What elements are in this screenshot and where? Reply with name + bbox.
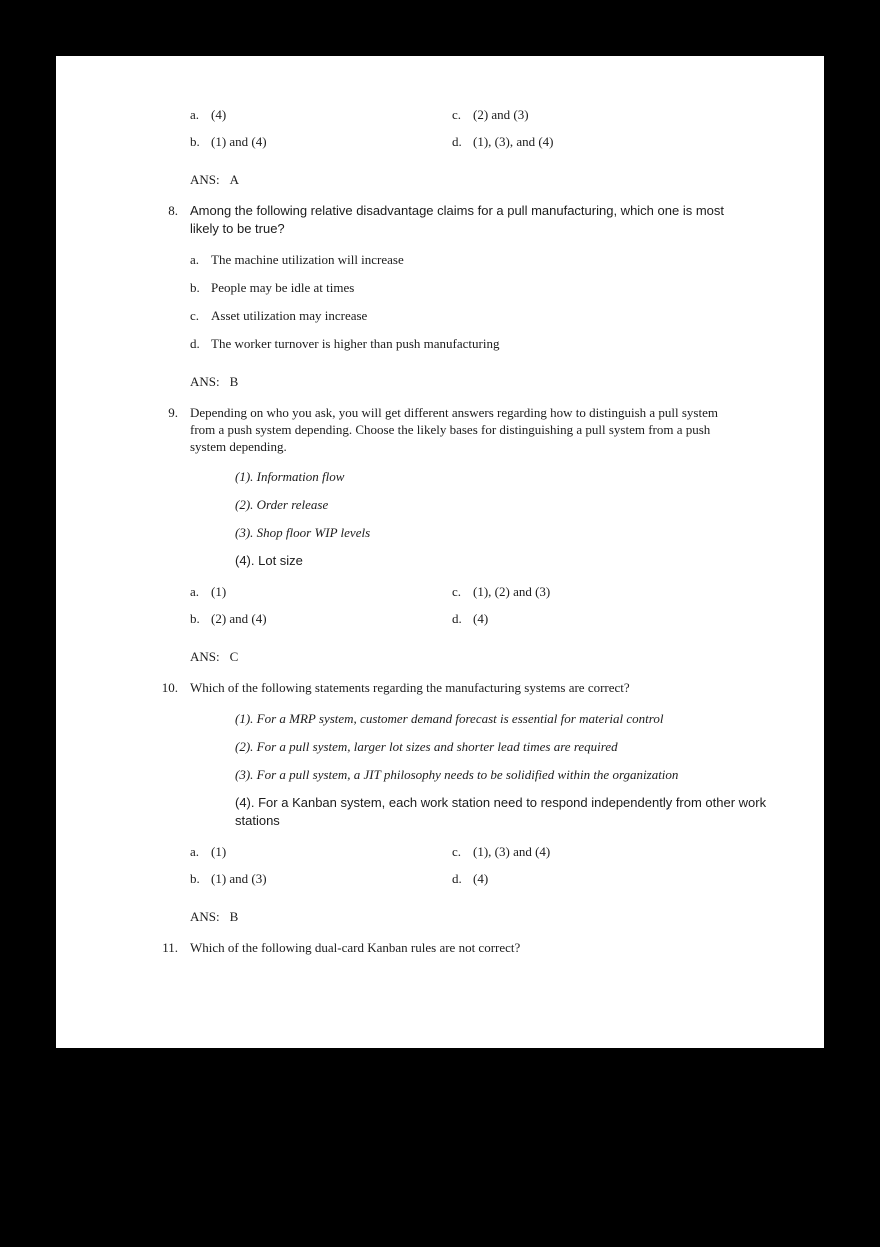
answer-line — [190, 648, 784, 666]
option-d — [190, 335, 784, 353]
option-a — [190, 251, 784, 269]
numbered-item: (4). Lot size — [235, 553, 303, 568]
option-text: (1) and (3) — [211, 871, 267, 886]
option-b — [190, 133, 452, 151]
option-letter: c. — [452, 584, 462, 599]
option-b — [190, 870, 452, 888]
answer-value: C — [229, 649, 239, 664]
option-a — [190, 843, 452, 861]
option-d — [452, 870, 488, 888]
question-10 — [56, 679, 784, 697]
numbered-item: (1). Information flow — [235, 469, 345, 484]
option-d — [452, 133, 554, 151]
answer-label: ANS: — [190, 909, 220, 924]
answer-label: ANS: — [190, 374, 220, 389]
option-text: (1) — [211, 844, 227, 859]
option-letter: b. — [190, 280, 200, 295]
option-text: People may be idle at times — [211, 280, 355, 295]
option-c — [452, 843, 550, 861]
option-text: (1), (2) and (3) — [473, 584, 551, 599]
option-c — [190, 307, 784, 325]
option-letter: d. — [452, 134, 462, 149]
question-number: 9. — [168, 405, 178, 420]
option-row — [190, 106, 784, 124]
question-stem: Which of the following dual-card Kanban rules are not correct? — [190, 940, 521, 955]
option-row — [190, 583, 784, 601]
numbered-item: (3). Shop floor WIP levels — [235, 525, 371, 540]
numbered-item: (4). For a Kanban system, each work station need to respond independently from other work stations — [235, 795, 767, 828]
answer-line — [190, 373, 784, 391]
question-number: 8. — [168, 203, 178, 218]
option-letter: a. — [190, 844, 200, 859]
option-row — [190, 843, 784, 861]
option-text: (4) — [211, 107, 227, 122]
option-text: (2) and (4) — [211, 611, 267, 626]
answer-value: B — [229, 374, 239, 389]
option-text: The worker turnover is higher than push manufacturing — [211, 336, 500, 351]
answer-line — [190, 171, 784, 189]
answer-label: ANS: — [190, 649, 220, 664]
question-10-items — [235, 710, 783, 830]
option-a — [190, 583, 452, 601]
answer-value: A — [229, 172, 240, 187]
option-b — [190, 279, 784, 297]
document-content — [56, 56, 824, 957]
numbered-item: (2). For a pull system, larger lot sizes and shorter lead times are required — [235, 739, 618, 754]
option-letter: c. — [452, 844, 462, 859]
option-letter: c. — [190, 308, 200, 323]
option-text: (1) and (4) — [211, 134, 267, 149]
option-text: The machine utilization will increase — [211, 252, 404, 267]
option-letter: d. — [452, 611, 462, 626]
option-text: (1), (3), and (4) — [473, 134, 554, 149]
option-letter: b. — [190, 871, 200, 886]
answer-value: B — [229, 909, 239, 924]
question-stem: Among the following relative disadvantage claims for a pull manufacturing, which one is most likely to be true? — [190, 203, 724, 236]
option-row — [190, 870, 784, 888]
answer-label: ANS: — [190, 172, 220, 187]
question-stem: Which of the following statements regarding the manufacturing systems are correct? — [190, 680, 630, 695]
option-row — [190, 133, 784, 151]
option-c — [452, 106, 529, 124]
answer-line — [190, 908, 784, 926]
option-c — [452, 583, 550, 601]
question-number: 11. — [162, 940, 178, 955]
option-letter: a. — [190, 252, 200, 267]
option-letter: d. — [452, 871, 462, 886]
option-letter: b. — [190, 134, 200, 149]
option-letter: c. — [452, 107, 462, 122]
numbered-item: (1). For a MRP system, customer demand forecast is essential for material control — [235, 711, 664, 726]
option-text: (4) — [473, 611, 489, 626]
option-text: (1), (3) and (4) — [473, 844, 551, 859]
option-letter: a. — [190, 107, 200, 122]
option-letter: b. — [190, 611, 200, 626]
option-letter: a. — [190, 584, 200, 599]
question-11 — [56, 939, 784, 957]
question-number: 10. — [161, 680, 178, 695]
question-9 — [56, 404, 784, 455]
option-b — [190, 610, 452, 628]
question-9-items — [235, 468, 783, 570]
document-page — [56, 56, 824, 1048]
question-8-options — [190, 251, 784, 353]
option-text: (2) and (3) — [473, 107, 529, 122]
question-8 — [56, 202, 784, 238]
option-text: Asset utilization may increase — [211, 308, 368, 323]
option-text: (4) — [473, 871, 489, 886]
numbered-item: (2). Order release — [235, 497, 329, 512]
option-text: (1) — [211, 584, 227, 599]
option-d — [452, 610, 488, 628]
option-letter: d. — [190, 336, 200, 351]
option-a — [190, 106, 452, 124]
numbered-item: (3). For a pull system, a JIT philosophy needs to be solidified within the organization — [235, 767, 679, 782]
option-row — [190, 610, 784, 628]
question-stem: Depending on who you ask, you will get different answers regarding how to distinguish a pull system from a push system depending. Choose the likely bases for distinguishing a pull system from a push system depending. — [190, 405, 718, 454]
